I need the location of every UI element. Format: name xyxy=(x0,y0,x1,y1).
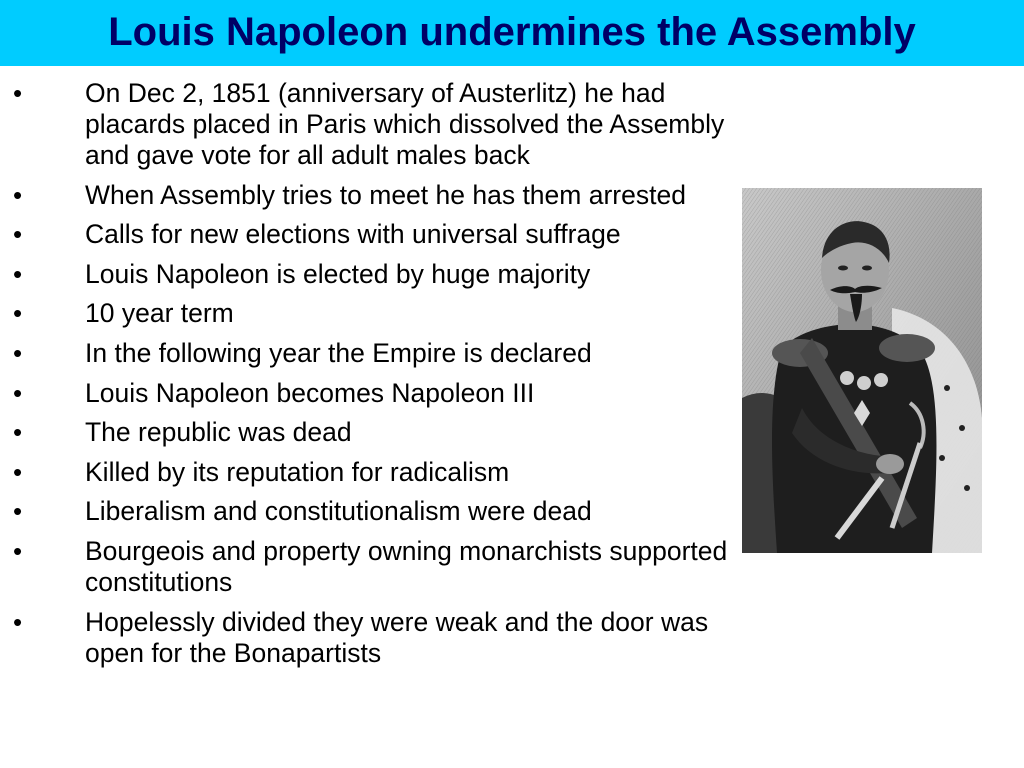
bullet-item xyxy=(0,496,740,527)
bullet-text: On Dec 2, 1851 (anniversary of Austerlitz) he had placards placed in Paris which dissolved the Assembly and gave vote for all adult males back xyxy=(85,78,725,170)
bullet-icon: • xyxy=(13,417,23,448)
bullet-text: In the following year the Empire is declared xyxy=(85,337,592,368)
bullet-icon: • xyxy=(13,258,23,289)
bullet-list xyxy=(0,78,740,677)
bullet-text: Hopelessly divided they were weak and the door was open for the Bonapartists xyxy=(85,606,709,668)
slide-title: Louis Napoleon undermines the Assembly xyxy=(108,9,916,54)
bullet-icon: • xyxy=(13,377,23,408)
bullet-text: Louis Napoleon becomes Napoleon III xyxy=(85,377,535,408)
bullet-icon: • xyxy=(13,179,23,210)
bullet-text: Liberalism and constitutionalism were dead xyxy=(85,496,592,527)
bullet-item xyxy=(0,338,740,369)
bullet-icon: • xyxy=(13,606,23,637)
portrait-engraving xyxy=(742,188,982,553)
bullet-icon: • xyxy=(13,535,23,566)
bullet-item xyxy=(0,298,740,329)
bullet-icon: • xyxy=(13,298,23,329)
bullet-text: When Assembly tries to meet he has them arrested xyxy=(85,179,686,210)
bullet-icon: • xyxy=(13,496,23,527)
bullet-icon: • xyxy=(13,456,23,487)
bullet-item xyxy=(0,536,740,598)
bullet-text: The republic was dead xyxy=(85,417,352,448)
bullet-item xyxy=(0,457,740,488)
bullet-icon: • xyxy=(13,219,23,250)
title-bar xyxy=(0,0,1024,66)
bullet-text: 10 year term xyxy=(85,298,234,329)
portrait-image xyxy=(742,188,982,553)
bullet-item xyxy=(0,219,740,250)
bullet-item xyxy=(0,378,740,409)
bullet-text: Killed by its reputation for radicalism xyxy=(85,456,510,487)
bullet-item xyxy=(0,259,740,290)
bullet-text: Calls for new elections with universal suffrage xyxy=(85,219,621,250)
bullet-item xyxy=(0,180,740,211)
bullet-item xyxy=(0,78,740,171)
bullet-icon: • xyxy=(13,337,23,368)
bullet-text: Louis Napoleon is elected by huge majority xyxy=(85,258,591,289)
bullet-item xyxy=(0,607,740,669)
bullet-icon: • xyxy=(13,78,23,108)
bullet-item xyxy=(0,417,740,448)
bullet-text: Bourgeois and property owning monarchists supported constitutions xyxy=(85,535,728,597)
